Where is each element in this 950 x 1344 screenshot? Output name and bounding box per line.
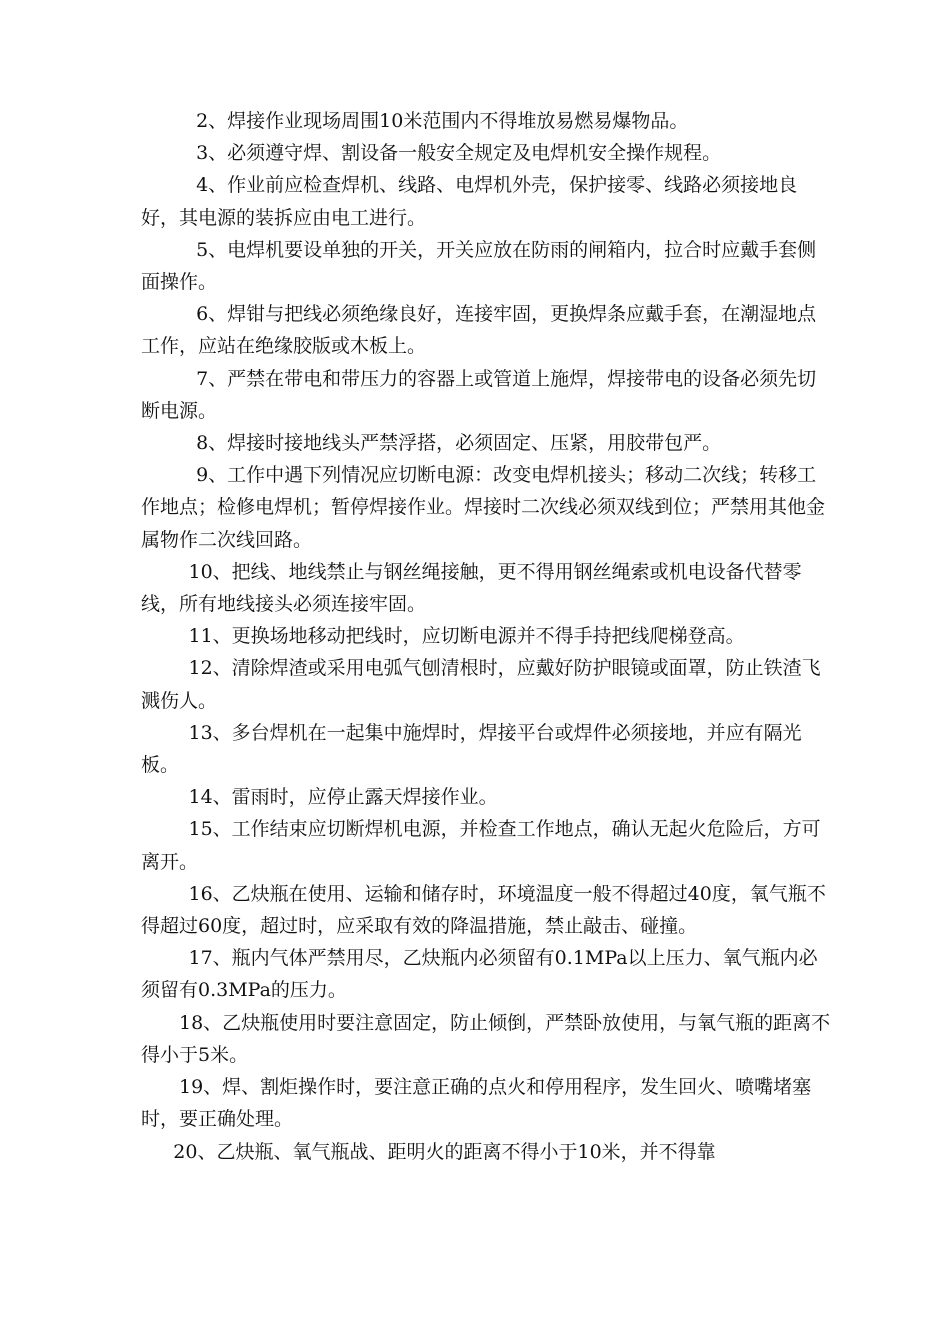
paragraph-item-6: 6、焊钳与把线必须绝缘良好，连接牢固，更换焊条应戴手套，在潮湿地点工作，应站在绝缘胶版或木板上。 [141,303,817,358]
paragraph-item-11: 11、更换场地移动把线时，应切断电源并不得手持把线爬梯登高。 [188,625,745,648]
paragraph-item-3: 3、必须遵守焊、割设备一般安全规定及电焊机安全操作规程。 [196,142,722,165]
paragraph-item-17: 17、瓶内气体严禁用尽，乙炔瓶内必须留有0.1MPa以上压力、氧气瓶内必须留有0.3MPa的压力。 [141,947,818,1002]
paragraph-item-10: 10、把线、地线禁止与钢丝绳接触，更不得用钢丝绳索或机电设备代替零线，所有地线接头必须连接牢固。 [141,560,802,616]
paragraph-item-2: 2、焊接作业现场周围10米范围内不得堆放易燃易爆物品。 [196,110,689,132]
paragraph-item-5: 5、电焊机要设单独的开关，开关应放在防雨的闸箱内，拉合时应戴手套侧面操作。 [141,238,817,294]
document-body [141,105,831,1168]
paragraph-item-13: 13、多台焊机在一起集中施焊时，焊接平台或焊件必须接地，并应有隔光板。 [141,721,802,777]
paragraph-item-14: 14、雷雨时，应停止露天焊接作业。 [188,786,498,809]
paragraph-item-20: 20、乙炔瓶、氧气瓶战、距明火的距离不得小于10米，并不得靠 [173,1140,716,1163]
paragraph-item-9: 9、工作中遇下列情况应切断电源：改变电焊机接头；移动二次线；转移工作地点；检修电焊机；暂停焊接作业。焊接时二次线必须双线到位；严禁用其他金属物作二次线回路。 [141,464,826,551]
paragraph-item-19: 19、焊、割炬操作时，要注意正确的点火和停用程序，发生回火、喷嘴堵塞时，要正确处理。 [141,1076,812,1131]
paragraph-item-7: 7、严禁在带电和带压力的容器上或管道上施焊，焊接带电的设备必须先切断电源。 [141,367,817,422]
paragraph-item-18: 18、乙炔瓶使用时要注意固定，防止倾倒，严禁卧放使用，与氧气瓶的距离不得小于5米。 [141,1011,831,1066]
paragraph-item-15: 15、工作结束应切断焊机电源，并检查工作地点，确认无起火危险后，方可离开。 [141,818,821,873]
paragraph-item-4: 4、作业前应检查焊机、线路、电焊机外壳，保护接零、线路必须接地良好，其电源的装拆应由电工进行。 [141,174,798,229]
paragraph-item-12: 12、清除焊渣或采用电弧气刨清根时，应戴好防护眼镜或面罩，防止铁渣飞溅伤人。 [141,657,821,712]
paragraph-item-8: 8、焊接时接地线头严禁浮搭，必须固定、压紧，用胶带包严。 [196,432,722,455]
paragraph-item-16: 16、乙炔瓶在使用、运输和储存时，环境温度一般不得超过40度，氧气瓶不得超过60度，超过时，应采取有效的降温措施，禁止敲击、碰撞。 [141,882,826,938]
